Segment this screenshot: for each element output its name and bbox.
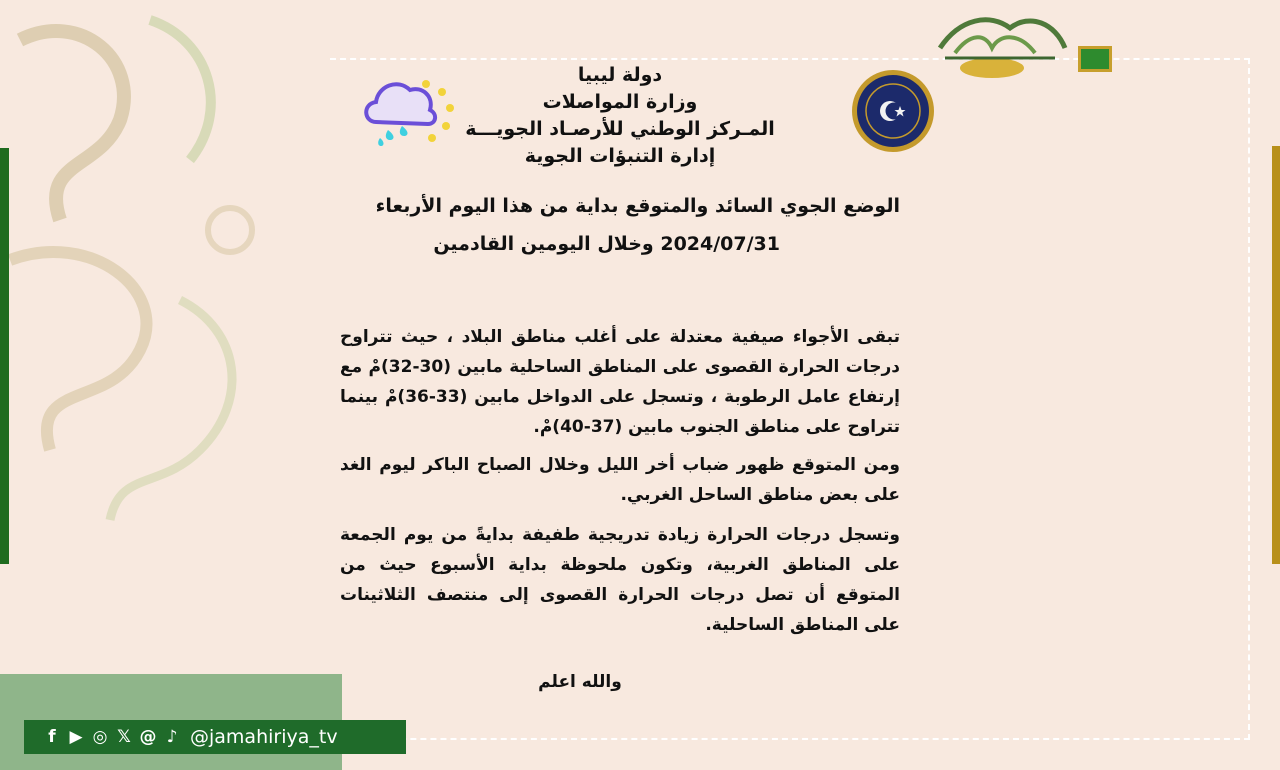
threads-icon[interactable]: @ [139,727,157,747]
forecast-title-line1: الوضع الجوي السائد والمتوقع بداية من هذا اليوم الأربعاء [375,195,900,217]
header-center: المـركز الوطني للأرصـاد الجويـــة [465,118,775,140]
channel-logo [930,8,1070,78]
header-ministry: وزارة المواصلات [542,91,698,113]
logo-green-square [1078,46,1112,72]
forecast-paragraph-fog: ومن المتوقع ظهور ضباب أخر الليل وخلال الصباح الباكر ليوم الغد على بعض مناطق الساحل الغربي. [340,455,900,505]
facebook-icon[interactable]: f [48,727,56,747]
youtube-icon[interactable]: ▶ [69,727,83,747]
header-country: دولة ليبيا [577,64,663,86]
meteorology-seal-icon [850,68,936,154]
x-icon[interactable]: 𝕏 [117,727,131,747]
calligraphy-decoration [0,0,300,560]
right-gold-bar [1272,146,1280,564]
header-department: إدارة التنبؤات الجوية [524,145,716,167]
left-green-bar [0,148,9,564]
tiktok-icon[interactable]: ♪ [166,727,178,747]
social-handle[interactable]: @jamahiriya_tv [190,726,338,748]
ministry-header [440,62,800,170]
social-media-bar [24,720,406,754]
forecast-paragraph-temperatures: تبقى الأجواء صيفية معتدلة على أغلب مناطق البلاد ، حيث تتراوح درجات الحرارة القصوى على المناطق الساحلية مابين (30-32)مْ مع إرتفاع عامل الرطوبة ، وتسجل على الدواخل مابين (33-36)مْ بينما تتراوح على مناطق الجنوب مابين (37-40)مْ. [340,327,900,437]
forecast-title-line2: 2024/07/31 وخلال اليومين القادمين [433,233,780,255]
closing-phrase: والله اعلم [538,672,622,692]
forecast-paragraph-warming: وتسجل درجات الحرارة زيادة تدريجية طفيفة بدايةً من يوم الجمعة على المناطق الغربية، وتكون ملحوظة بداية الأسبوع حيث من المتوقع أن تصل درجات الحرارة القصوى إلى منتصف الثلاثينات على المناطق الساحلية. [340,525,900,635]
instagram-icon[interactable]: ◎ [92,727,108,747]
